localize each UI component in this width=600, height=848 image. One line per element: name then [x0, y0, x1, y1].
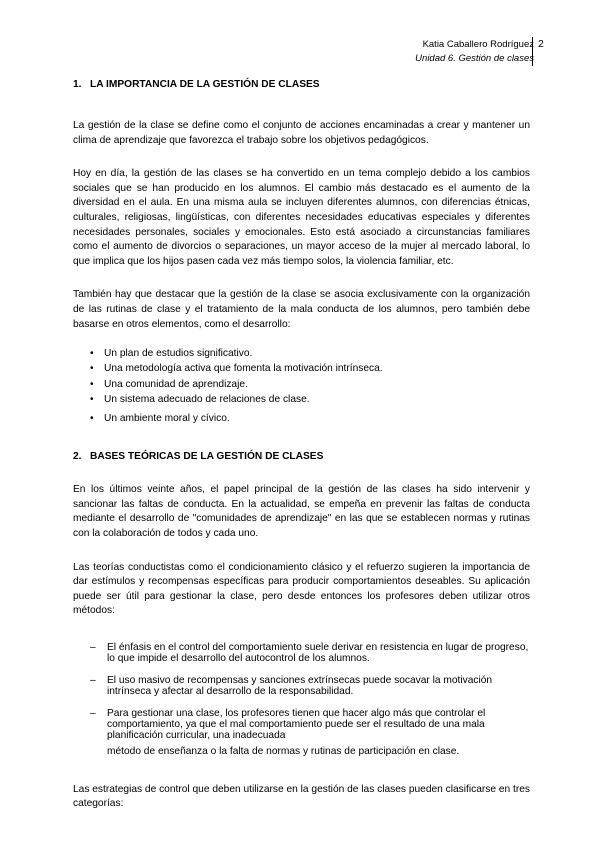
section-1-paragraph-3: También hay que destacar que la gestión de la clase se asocia exclusivamente con la organización de las rutinas de clase y el tratamiento de la mala conducta de los alumnos, pero también debe basarse en otros elementos, como el desarrollo: — [73, 289, 530, 330]
dash-item: – El uso masivo de recompensas y sanciones extrínsecas puede socavar la motivación intrínseca y afectar al desarrollo de la responsabilidad. — [90, 675, 530, 698]
header-divider — [532, 37, 533, 66]
section-1-heading — [73, 78, 530, 92]
section-2-closing-paragraph: Las estrategias de control que deben utilizarse en la gestión de las clases pueden clasificarse en tres categorías: — [73, 783, 531, 810]
page-number: 2 — [538, 38, 544, 50]
dash-item: – El énfasis en el control del comportamiento suele derivar en resistencia en lugar de progreso, lo que impide el desarrollo del autocontrol de los alumnos. — [90, 642, 530, 665]
header-unit: Unidad 6. Gestión de clases — [415, 53, 534, 64]
section-1-number: 1. — [73, 79, 82, 90]
section-2-paragraph-1: En los últimos veinte años, el papel principal de la gestión de las clases ha sido intervenir y sancionar las faltas de conducta. En la actualidad, se empeña en prevenir las faltas de conducta mediante el desarrollo de "comunidades de aprendizaje" en las que se establecen normas y rutinas con la colaboración de todos y cada uno. — [73, 484, 530, 539]
dash-item — [90, 708, 530, 759]
development-bullet-list — [73, 346, 530, 426]
section-2-number: 2. — [73, 451, 82, 463]
bullet-item: • Un sistema adecuado de relaciones de clase. — [90, 392, 530, 407]
section-1-paragraph-1: La gestión de la clase se define como el conjunto de acciones encaminadas a crear y mantener un clima de aprendizaje que favorezca el trabajo sobre los objetivos pedagógicos. — [73, 120, 530, 146]
section-1-paragraph-2: Hoy en día, la gestión de las clases se ha convertido en un tema complejo debido a los cambios sociales que se han producido en los alumnos. El cambio más destacado es el aumento de la diversidad en el aula. En una misma aula se incluyen diferentes alumnos, con diferencias étnicas, culturales, religiosas, lingüísticas, con diferentes necesidades educativas especiales y diferentes necesidades personales, sociales y emocionales. Esto está asociado a circunstancias familiares como el aumento de divorcios o separaciones, un mayor acceso de la mujer al mercado laboral, lo que implica que los hijos pasen cada vez más tiempo solos, la violencia familiar, etc. — [73, 168, 530, 267]
page-header — [314, 38, 534, 66]
methods-dash-list — [73, 642, 530, 759]
bullet-item: • Un ambiente moral y cívico. — [90, 411, 530, 426]
section-2-paragraph-2: Las teorías conductistas como el condicionamiento clásico y el refuerzo sugieren la importancia de dar estímulos y recompensas específicas para producir comportamientos deseables. Su aplicación puede ser útil para gestionar la clase, pero desde entonces los profesores deben utilizar otros métodos: — [73, 561, 530, 617]
section-1-title: LA IMPORTANCIA DE LA GESTIÓN DE CLASES — [90, 79, 320, 90]
bullet-item: • Una metodología activa que fomenta la motivación intrínseca. — [90, 361, 530, 376]
dash-item-main: Para gestionar una clase, los profesores tienen que hacer algo más que controlar el comportamiento, ya que el mal comportamiento puede ser el resultado de una mala planificación curricular, una inadecuada — [107, 707, 486, 742]
dash-item-continuation: método de enseñanza o la falta de normas y rutinas de participación en clase. — [107, 745, 460, 757]
bullet-item: • Una comunidad de aprendizaje. — [90, 377, 530, 392]
section-2-heading — [73, 450, 530, 464]
bullet-item: • Un plan de estudios significativo. — [90, 346, 530, 361]
header-author: Katia Caballero Rodríguez — [422, 39, 534, 50]
section-2-title: BASES TEÓRICAS DE LA GESTIÓN DE CLASES — [90, 451, 324, 463]
document-body — [73, 78, 530, 812]
